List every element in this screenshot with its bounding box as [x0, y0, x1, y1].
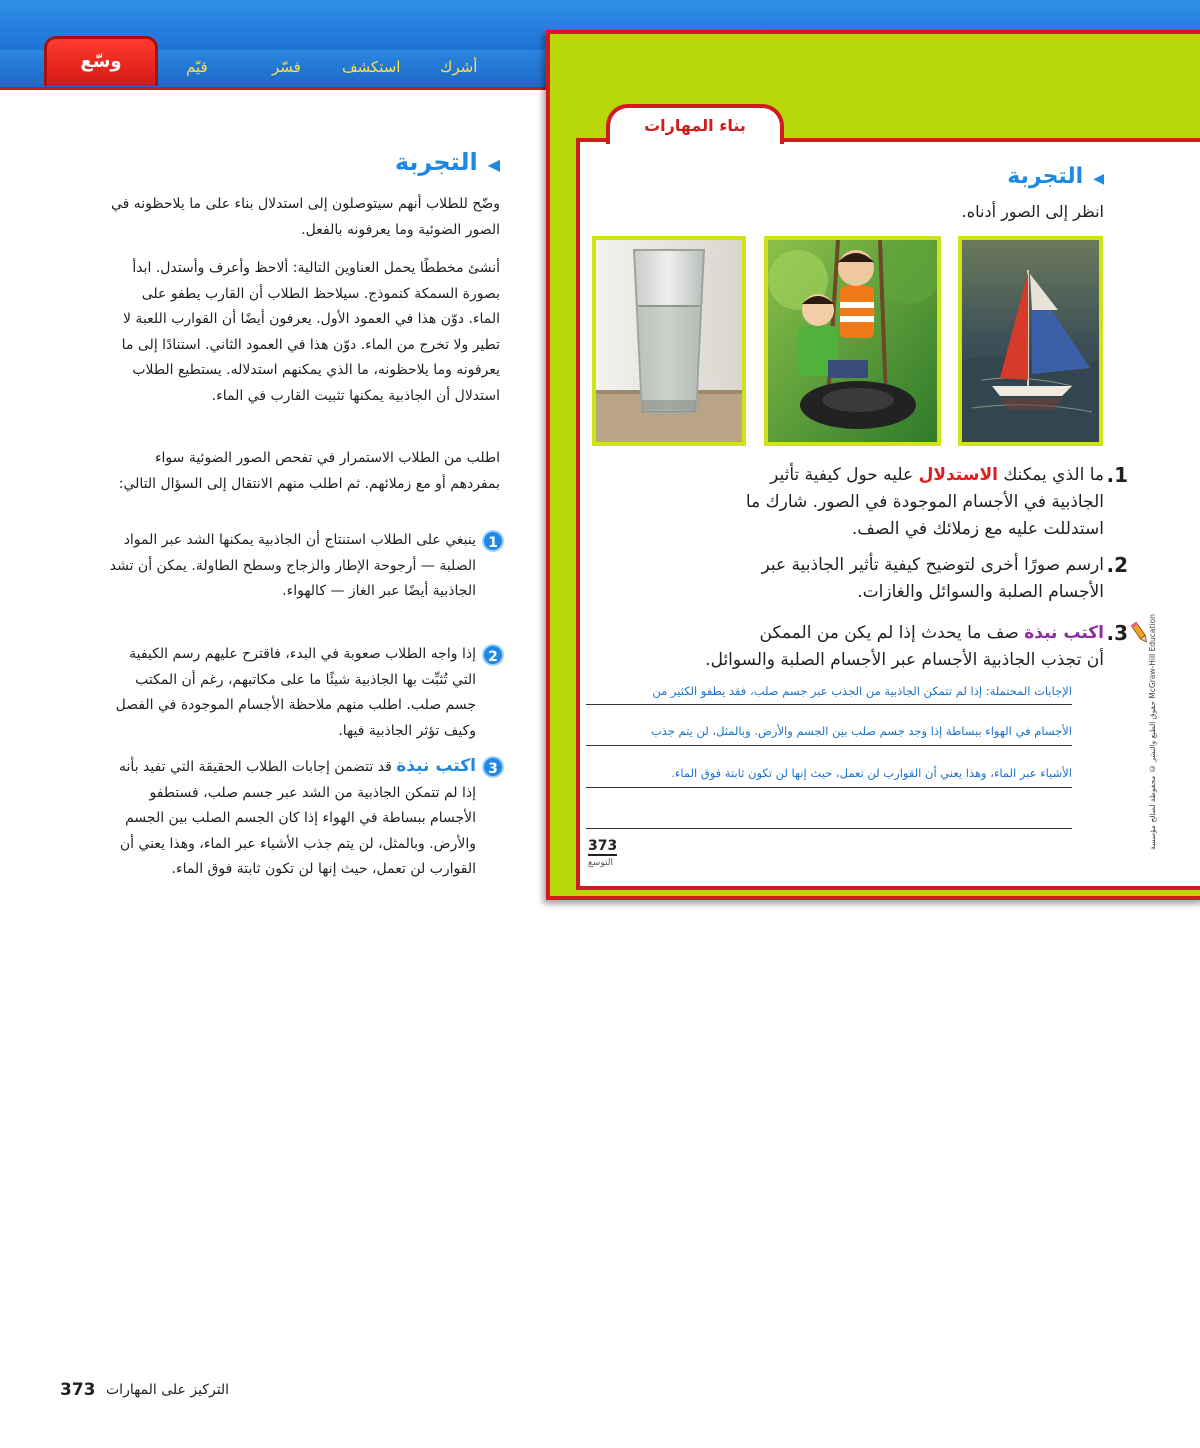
student-page-section: التوسع	[588, 858, 613, 868]
children-swing-photo	[764, 236, 941, 446]
answer-text-3: الأشياء عبر الماء، وهذا يعني أن القوارب لن تعمل، حيث إنها لن تكون ثابتة فوق الماء.	[671, 766, 1072, 780]
skills-tab: بناء المهارات	[606, 104, 784, 144]
question-3-line-1: صف ما يحدث إذا لم يكن من الممكن	[759, 623, 1019, 643]
question-3-number: 3.	[1106, 621, 1128, 645]
teacher-item-1	[108, 528, 498, 605]
footer-page-number: 373	[60, 1380, 96, 1400]
infer-keyword: الاستدلال	[918, 465, 998, 485]
question-2-line-1: ارسم صورًا أخرى لتوضيح كيفية تأثير الجاذبية عبر	[761, 555, 1104, 575]
question-1	[684, 462, 1128, 543]
answer-line-1[interactable]	[586, 704, 1072, 705]
answer-line-4[interactable]	[586, 828, 1072, 829]
answer-text-2: الأجسام في الهواء ببساطة إذا وجد جسم صلب بين الجسم والأرض. وبالمثل، لن يتم جذب	[650, 724, 1072, 738]
write-about-it-label: اكتب نبذة	[396, 756, 476, 776]
student-page-number: 373	[588, 838, 618, 854]
teacher-para-2: أنشئ مخططًا يحمل العناوين التالية: ألاحظ وأعرف وأستدل. ابدأ بصورة السمكة كنموذج. سيلاحظ الطلاب أن القارب يطفو على الماء. دوّن هذا في العمود الأول. يعرفون أيضًا أن القوارب اللعبة لا تطير ولا تخرج من الماء. دوّن هذا في العمود الثاني. استنادًا إلى ما يعرفونه وما يلاحظونه، ما الذي يمكنهم استدلاله. يستطيع الطلاب استدلال أن الجاذبية يمكنها تثبيت القارب في الماء.	[121, 260, 500, 404]
nav-step-explore[interactable]: استكشف	[342, 58, 401, 76]
nav-tab-elaborate[interactable]: وسّع	[44, 36, 158, 86]
teacher-item-3-text: قد تتضمن إجابات الطلاب الحقيقة التي تفيد بأنه إذا لم تتمكن الجاذبية من الشد عبر جسم صلب، فستطفو الأجسام ببساطة في الهواء إذا كان الجسم الصلب بين الجسم والأرض. وبالمثل، لن يتم جذب الأشياء عبر الماء، وهذا يعني أن القوارب لن تعمل، حيث إنها لن تكون ثابتة فوق الماء.	[119, 759, 476, 877]
nav-step-explain[interactable]: فسّر	[272, 58, 301, 76]
question-1-line-2: الجاذبية في الأجسام الموجودة في الصور. شارك ما	[745, 492, 1104, 512]
glass-of-water-photo	[592, 236, 746, 446]
triangle-bullet-icon: ◀	[1093, 171, 1104, 187]
answer-line-3[interactable]	[586, 787, 1072, 788]
question-2-line-2: الأجسام الصلبة والسوائل والغازات.	[857, 582, 1104, 602]
number-badge-3: 3	[482, 756, 504, 778]
student-section-title: ◀التجربة	[1007, 164, 1104, 189]
teacher-para-1: وضّح للطلاب أنهم سيتوصلون إلى استدلال بناء على ما يلاحظونه في الصور الضوئية وما يعرفونه بالفعل.	[110, 196, 500, 238]
answer-text-1: الإجابات المحتملة: إذا لم تتمكن الجاذبية من الجذب عبر جسم صلب، فقد يطفو الكثير من	[652, 684, 1072, 698]
question-3	[634, 620, 1128, 674]
question-1-number: 1.	[1106, 463, 1128, 487]
student-intro: انظر إلى الصور أدناه.	[961, 202, 1104, 221]
write-about-it-keyword: اكتب نبذة	[1024, 623, 1104, 643]
sailboat-photo	[958, 236, 1103, 446]
question-1-line-3: استدللت عليه مع زملائك في الصف.	[851, 519, 1104, 539]
copyright-credit: حقوق الطبع والنشر © محفوظة لصالح مؤسسة McGraw-Hill Education	[1148, 614, 1157, 850]
question-2-number: 2.	[1106, 553, 1128, 577]
number-badge-2: 2	[482, 644, 504, 666]
answer-line-2[interactable]	[586, 745, 1072, 746]
triangle-bullet-icon: ◀	[487, 155, 500, 174]
question-3-line-2: أن تجذب الجاذبية الأجسام عبر الأجسام الصلبة والسوائل.	[705, 650, 1104, 670]
nav-step-evaluate[interactable]: قيّم	[186, 58, 208, 76]
teacher-section-title: ◀التجربة	[394, 148, 500, 176]
question-2	[684, 552, 1128, 606]
question-1-text-a: ما الذي يمكنك	[1003, 465, 1104, 485]
pencil-icon	[1130, 620, 1150, 655]
teacher-item-2	[108, 642, 498, 744]
nav-step-engage[interactable]: أشرك	[440, 58, 478, 76]
teacher-item-1-text: ينبغي على الطلاب استنتاج أن الجاذبية يمكنها الشد عبر المواد الصلبة — أرجوحة الإطار والزجاج وسطح الطاولة. يمكن أن تشد الجاذبية أيضًا عبر الغاز — كالهواء.	[109, 532, 476, 599]
teacher-item-3	[108, 754, 498, 883]
number-badge-1: 1	[482, 530, 504, 552]
teacher-item-2-text: إذا واجه الطلاب صعوبة في البدء، فاقترح عليهم رسم الكيفية التي تُثبِّت بها الجاذبية شيئًا ما على مكاتبهم، رغم أن المكتب جسم صلب. اطلب منهم ملاحظة الأجسام الموجودة في الفصل وكيف تؤثر الجاذبية فيها.	[115, 646, 476, 739]
footer-label: التركيز على المهارات	[106, 1382, 230, 1398]
question-1-text-b: عليه حول كيفية تأثير	[770, 465, 914, 485]
teacher-para-3: اطلب من الطلاب الاستمرار في تفحص الصور الضوئية سواء بمفردهم أو مع زملائهم. ثم اطلب منهم الانتقال إلى السؤال التالي:	[118, 450, 500, 492]
